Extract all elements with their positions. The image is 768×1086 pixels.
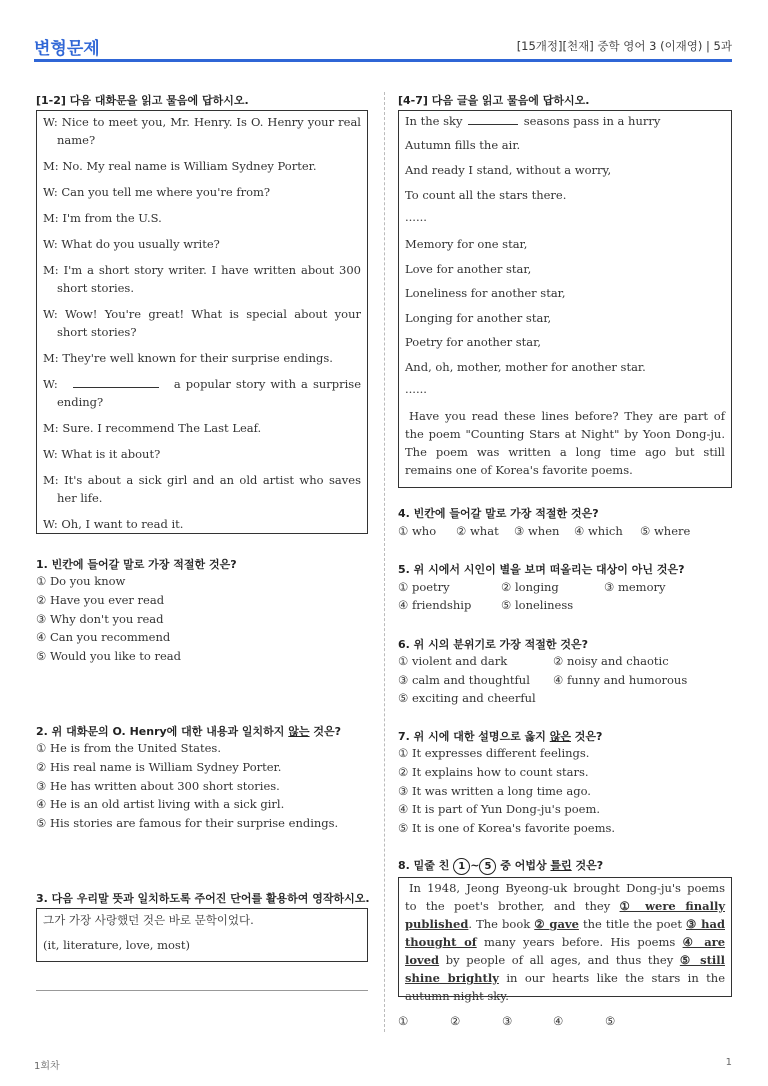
dialogue-line: M: They're well known for their surprise endings. bbox=[43, 351, 333, 365]
poem-line: Memory for one star, bbox=[405, 237, 528, 251]
page-title: 변형문제 bbox=[34, 39, 100, 59]
korean-sentence: 그가 가장 사랑했던 것은 바로 문학이었다. bbox=[43, 913, 254, 927]
q8-option[interactable]: ② bbox=[450, 1014, 461, 1028]
q7-option[interactable]: ⑤ It is one of Korea's favorite poems. bbox=[398, 821, 616, 835]
q8-option[interactable]: ⑤ bbox=[605, 1014, 616, 1028]
q2-option[interactable]: ⑤ His stories are famous for their surprise endings. bbox=[36, 816, 339, 830]
q6-option[interactable]: ④ funny and humorous bbox=[553, 673, 688, 687]
q8-passage: In 1948, Jeong Byeong-uk brought Dong-ju's poems to the poet's brother, and they ① were finally published. The book ② gave the title the poet ③ had thought of many years before. His poems ④ are loved by people of all ages, and thus they ⑤ still shine brightly in our hearts like the stars in the autumn night sky. bbox=[405, 881, 726, 1003]
question-1-stem: 1. 빈칸에 들어갈 말로 가장 적절한 것은? bbox=[36, 558, 237, 571]
answer-blank bbox=[73, 375, 159, 388]
dialogue-line: M: No. My real name is William Sydney Porter. bbox=[43, 159, 317, 173]
poem-line: And ready I stand, without a worry, bbox=[405, 163, 612, 177]
question-3-stem: 3. 다음 우리말 뜻과 일치하도록 주어진 단어를 활용하여 영작하시오. bbox=[36, 892, 370, 905]
q6-option[interactable]: ⑤ exciting and cheerful bbox=[398, 691, 536, 705]
poem-ellipsis: ...... bbox=[405, 382, 427, 396]
q7-option[interactable]: ③ It was written a long time ago. bbox=[398, 784, 591, 798]
poem-commentary: Have you read these lines before? They are part of the poem "Counting Stars at Night" by Yoon Dong-ju. The poem was written a long time ago but still remains one of Korea's favorite poems. bbox=[405, 409, 725, 477]
poem-line: To count all the stars there. bbox=[405, 188, 567, 202]
instruction-1-2: [1-2] 다음 대화문을 읽고 물음에 답하시오. bbox=[36, 94, 249, 107]
poem-line: Love for another star, bbox=[405, 262, 532, 276]
question-2-stem: 2. 위 대화문의 O. Henry에 대한 내용과 일치하지 않는 것은? bbox=[36, 725, 341, 738]
question-6-stem: 6. 위 시의 분위기로 가장 적절한 것은? bbox=[398, 638, 588, 651]
q5-option[interactable]: ③ memory bbox=[604, 580, 666, 594]
q2-option[interactable]: ② His real name is William Sydney Porter. bbox=[36, 760, 282, 774]
given-words: (it, literature, love, most) bbox=[43, 938, 190, 952]
q8-option[interactable]: ④ bbox=[553, 1014, 564, 1028]
q2-option[interactable]: ① He is from the United States. bbox=[36, 741, 221, 755]
q4-option[interactable]: ⑤ where bbox=[640, 524, 691, 538]
underlined-choice: ③ had thought of bbox=[405, 917, 725, 949]
q3-prompt-box bbox=[36, 908, 368, 962]
poem-line: Loneliness for another star, bbox=[405, 286, 566, 300]
q8-option[interactable]: ③ bbox=[502, 1014, 513, 1028]
circled-number-icon: 5 bbox=[479, 858, 496, 875]
underlined-choice: ① were finally published bbox=[405, 899, 725, 931]
q3-answer-line[interactable] bbox=[36, 990, 368, 991]
underlined-choice: ② gave bbox=[534, 917, 579, 931]
q4-option[interactable]: ③ when bbox=[514, 524, 560, 538]
q4-option[interactable]: ② what bbox=[456, 524, 499, 538]
q7-option[interactable]: ① It expresses different feelings. bbox=[398, 746, 590, 760]
dialogue-line: W: a popular story with a surprise ending? bbox=[43, 377, 362, 409]
q4-option[interactable]: ④ which bbox=[574, 524, 623, 538]
instruction-4-7: [4-7] 다음 글을 읽고 물음에 답하시오. bbox=[398, 94, 590, 107]
poem-box bbox=[398, 110, 732, 488]
dialogue-line: W: What do you usually write? bbox=[43, 237, 220, 251]
round-label: 1회차 bbox=[34, 1061, 60, 1072]
question-8-stem: 8. 밑줄 친 1 ~ 5 중 어법상 틀린 것은? bbox=[398, 857, 603, 875]
dialogue-line: M: I'm from the U.S. bbox=[43, 211, 162, 225]
question-7-stem: 7. 위 시에 대한 설명으로 옳지 않은 것은? bbox=[398, 730, 603, 743]
column-divider bbox=[384, 92, 385, 1032]
dialogue-line: M: I'm a short story writer. I have written about 300 short stories. bbox=[43, 263, 361, 295]
q7-option[interactable]: ② It explains how to count stars. bbox=[398, 765, 589, 779]
q1-option[interactable]: ⑤ Would you like to read bbox=[36, 649, 182, 663]
circled-number-icon: 1 bbox=[453, 858, 470, 875]
q1-option[interactable]: ④ Can you recommend bbox=[36, 630, 171, 644]
q6-option[interactable]: ① violent and dark bbox=[398, 654, 508, 668]
q6-option[interactable]: ③ calm and thoughtful bbox=[398, 673, 530, 687]
poem-line: Longing for another star, bbox=[405, 311, 552, 325]
poem-ellipsis: ...... bbox=[405, 210, 427, 224]
q5-option[interactable]: ④ friendship bbox=[398, 598, 472, 612]
dialogue-line: M: It's about a sick girl and an old artist who saves her life. bbox=[43, 473, 361, 505]
poem-line: Autumn fills the air. bbox=[405, 138, 521, 152]
textbook-info: [15개정][천재] 중학 영어 3 (이재영) | 5과 bbox=[516, 39, 732, 53]
q6-option[interactable]: ② noisy and chaotic bbox=[553, 654, 669, 668]
poem-line: In the sky seasons pass in a hurry bbox=[405, 114, 661, 128]
question-4-stem: 4. 빈칸에 들어갈 말로 가장 적절한 것은? bbox=[398, 507, 599, 520]
underlined-choice: ⑤ still shine brightly bbox=[405, 953, 725, 985]
q2-option[interactable]: ③ He has written about 300 short stories. bbox=[36, 779, 280, 793]
q7-option[interactable]: ④ It is part of Yun Dong-ju's poem. bbox=[398, 802, 601, 816]
dialogue-line: W: What is it about? bbox=[43, 447, 161, 461]
poem-line: And, oh, mother, mother for another star. bbox=[405, 360, 646, 374]
dialogue-line: W: Wow! You're great! What is special about your short stories? bbox=[43, 307, 361, 339]
dialogue-line: W: Can you tell me where you're from? bbox=[43, 185, 271, 199]
underlined-choice: ④ are loved bbox=[405, 935, 726, 967]
q5-option[interactable]: ⑤ loneliness bbox=[501, 598, 574, 612]
q1-option[interactable]: ② Have you ever read bbox=[36, 593, 165, 607]
dialogue-line: W: Nice to meet you, Mr. Henry. Is O. Henry your real name? bbox=[43, 115, 361, 147]
q8-option[interactable]: ① bbox=[398, 1014, 409, 1028]
dialogue-line: W: Oh, I want to read it. bbox=[43, 517, 184, 531]
page-number: 1 bbox=[725, 1057, 732, 1068]
q1-option[interactable]: ① Do you know bbox=[36, 574, 126, 588]
q4-option[interactable]: ① who bbox=[398, 524, 437, 538]
poem-line: Poetry for another star, bbox=[405, 335, 542, 349]
header-divider bbox=[34, 59, 732, 62]
q5-option[interactable]: ① poetry bbox=[398, 580, 450, 594]
answer-blank bbox=[468, 114, 518, 125]
dialogue-line: M: Sure. I recommend The Last Leaf. bbox=[43, 421, 262, 435]
dialogue-box bbox=[36, 110, 368, 534]
q5-option[interactable]: ② longing bbox=[501, 580, 559, 594]
q1-option[interactable]: ③ Why don't you read bbox=[36, 612, 164, 626]
q8-passage-box bbox=[398, 877, 732, 1003]
question-5-stem: 5. 위 시에서 시인이 별을 보며 떠올리는 대상이 아닌 것은? bbox=[398, 563, 685, 576]
q2-option[interactable]: ④ He is an old artist living with a sick girl. bbox=[36, 797, 285, 811]
